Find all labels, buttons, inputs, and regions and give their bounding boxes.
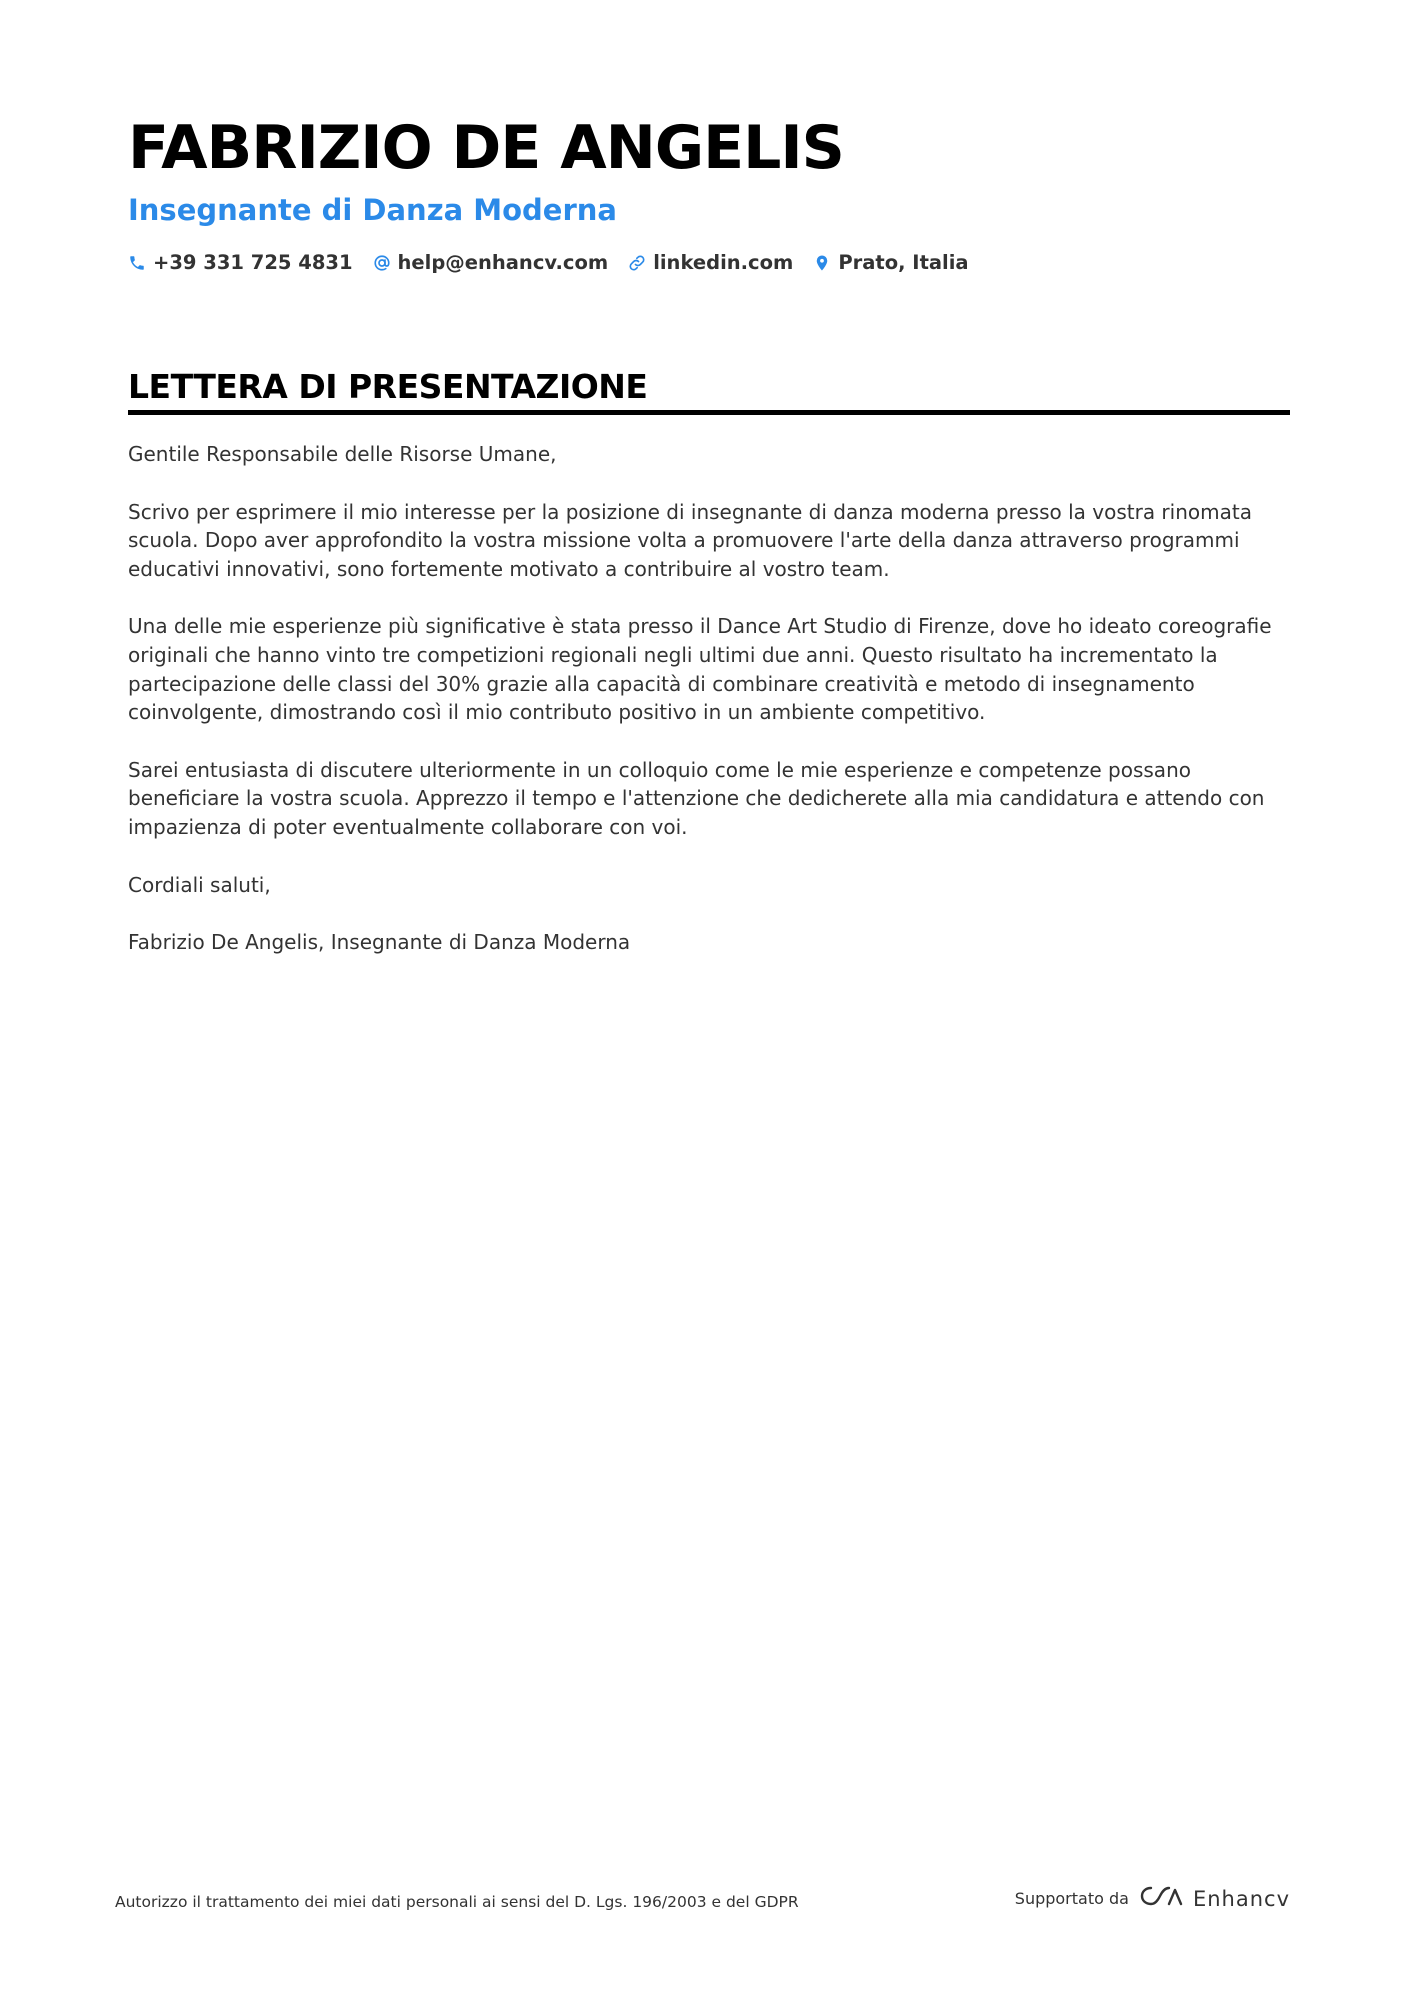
contact-email [373, 251, 609, 274]
job-title: Insegnante di Danza Moderna [128, 193, 617, 227]
location-pin-icon [813, 254, 831, 272]
letter-closing: Cordiali saluti, [128, 872, 271, 897]
brand-name: Enhancv [1192, 1886, 1290, 1911]
link-icon [628, 254, 646, 272]
at-icon [373, 254, 391, 272]
privacy-consent: Autorizzo il trattamento dei miei dati personali ai sensi del D. Lgs. 196/2003 e del GDPR [115, 1893, 799, 1911]
contact-phone-text: +39 331 725 4831 [153, 251, 353, 274]
enhancv-logo-icon [1139, 1884, 1185, 1913]
letter-signature: Fabrizio De Angelis, Insegnante di Danza Moderna [128, 930, 631, 955]
contact-email-text[interactable]: help@enhancv.com [397, 251, 609, 274]
contact-bar [128, 251, 969, 274]
letter-paragraph-2: Una delle mie esperienze più significative è stata presso il Dance Art Studio di Firenze, dove ho ideato coreografie originali che hanno vinto tre competizioni regionali negli ultimi due anni. Questo risultato ha incrementato la partecipazione delle classi del 30% grazie alla capacità di combinare creatività e metodo di insegnamento coinvolgente, dimostrando così il mio contributo positivo in un ambiente competitivo. [128, 614, 1272, 725]
contact-phone [128, 251, 353, 274]
contact-location-text: Prato, Italia [838, 251, 969, 274]
letter-paragraph-1: Scrivo per esprimere il mio interesse per la posizione di insegnante di danza moderna presso la vostra rinomata scuola. Dopo aver approfondito la vostra missione volta a promuovere l'arte della danza attraverso programmi educativi innovativi, sono fortemente motivato a contribuire al vostro team. [128, 499, 1252, 581]
letter-greeting: Gentile Responsabile delle Risorse Umane, [128, 442, 557, 466]
section-title: LETTERA DI PRESENTAZIONE [128, 367, 648, 406]
contact-linkedin [628, 251, 793, 274]
section-divider [128, 410, 1290, 415]
phone-icon [128, 254, 146, 272]
contact-linkedin-text[interactable]: linkedin.com [653, 251, 794, 274]
candidate-name: FABRIZIO DE ANGELIS [128, 113, 844, 183]
letter-body [128, 440, 1290, 986]
brand-link[interactable] [1139, 1884, 1290, 1913]
powered-by [1015, 1884, 1290, 1913]
contact-location [813, 251, 968, 274]
letter-paragraph-3: Sarei entusiasta di discutere ulteriormente in un colloquio come le mie esperienze e competenze possano beneficiare la vostra scuola. Apprezzo il tempo e l'attenzione che dedicherete alla mia candidatura e attendo con impazienza di poter eventualmente collaborare con voi. [128, 757, 1265, 839]
powered-by-label: Supportato da [1014, 1889, 1129, 1908]
